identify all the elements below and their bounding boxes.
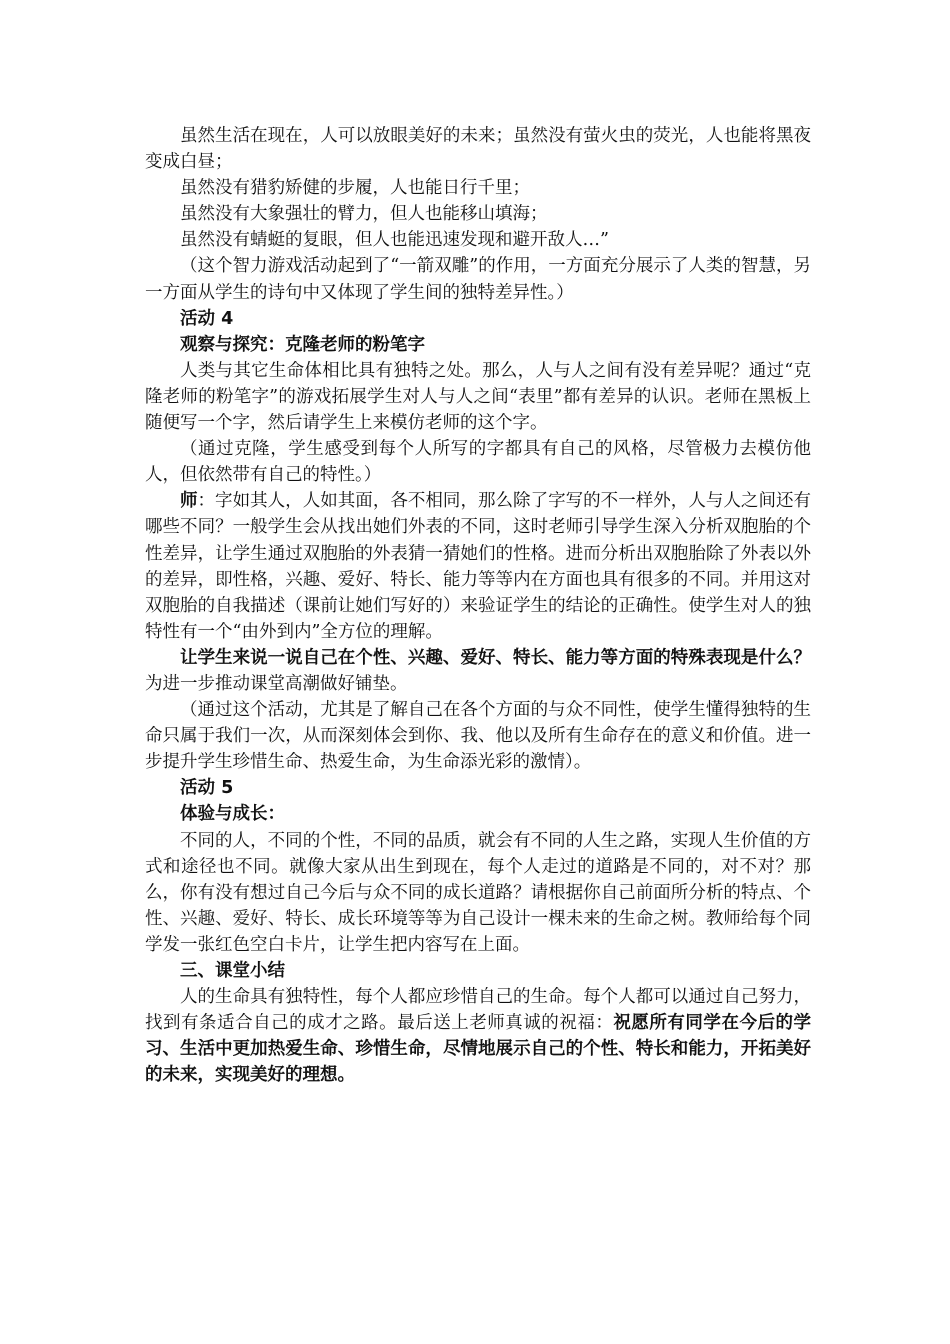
summary-blessing: 祝愿所有同学在今后的学习、生活中更加热爱生命、珍惜生命，尽情地展示自己的个性、特长和能力，开拓美好的未来，实现美好的理想。	[145, 1013, 811, 1086]
poem-line-2: 虽然没有猎豹矫健的步履，人也能日行千里；	[180, 178, 530, 199]
poem-note: （这个智力游戏活动起到了“一箭双雕”的作用，一方面充分展示了人类的智慧，另一方面从学生的诗句中又体现了学生间的独特差异性。）	[145, 256, 811, 303]
poem-line-1: 虽然生活在现在，人可以放眼美好的未来；虽然没有萤火虫的荧光，人也能将黑夜变成白昼；	[145, 126, 811, 173]
activity4-note: （通过克隆，学生感受到每个人所写的字都具有自己的风格，尽管极力去模仿他人，但依然带有自己的特性。）	[145, 439, 811, 486]
activity4-label: 活动 4	[180, 308, 234, 329]
activity5-body: 不同的人，不同的个性，不同的品质，就会有不同的人生之路，实现人生价值的方式和途径也不同。就像大家从出生到现在，每个人走过的道路是不同的，对不对？那么，你有没有想过自己今后与众不同的成长道路？请根据你自己前面所分析的特点、个性、兴趣、爱好、特长、成长环境等等为自己设计一棵未来的生命之树。教师给每个同学发一张红色空白卡片，让学生把内容写在上面。	[145, 830, 811, 955]
summary-heading: 三、课堂小结	[180, 961, 285, 981]
poem-line-4: 虽然没有蜻蜓的复眼，但人也能迅速发现和避开敌人…”	[180, 230, 609, 251]
poem-line-3: 虽然没有大象强壮的臂力，但人也能移山填海；	[180, 204, 548, 225]
teacher-label: 师	[180, 491, 198, 512]
prompt-tail: 为进一步推动课堂高潮做好铺垫。	[145, 673, 408, 694]
document-page	[145, 123, 811, 1088]
activity4-note2: （通过这个活动，尤其是了解自己在各个方面的与众不同性，使学生懂得独特的生命只属于我们一次，从而深刻体会到你、我、他以及所有生命存在的意义和价值。进一步提升学生珍惜生命、热爱生命，为生命添光彩的激情）。	[145, 700, 811, 773]
activity4-title: 观察与探究：克隆老师的粉笔字	[180, 334, 425, 355]
activity5-title: 体验与成长：	[180, 804, 285, 825]
student-prompt: 让学生来说一说自己在个性、兴趣、爱好、特长、能力等方面的特殊表现是什么？	[180, 647, 811, 668]
summary-body: 人的生命具有独特性，每个人都应珍惜自己的生命。每个人都可以通过自己努力，找到有条适合自己的成才之路。最后送上老师真诚的祝福：	[145, 987, 811, 1034]
summary-paragraph	[145, 984, 811, 1088]
activity4-body: 人类与其它生命体相比具有独特之处。那么，人与人之间有没有差异呢？通过“克隆老师的粉笔字”的游戏拓展学生对人与人之间“表里”都有差异的认识。老师在黑板上随便写一个字，然后请学生上来模仿老师的这个字。	[145, 360, 811, 434]
teacher-text: ：字如其人，人如其面，各不相同，那么除了字写的不一样外，人与人之间还有哪些不同？一般学生会从找出她们外表的不同，这时老师引导学生深入分析双胞胎的个性差异，让学生通过双胞胎的外表猜一猜她们的性格。进而分析出双胞胎除了外表以外的差异，即性格，兴趣、爱好、特长、能力等等内在方面也具有很多的不同。并用这对双胞胎的自我描述（课前让她们写好的）来验证学生的结论的正确性。使学生对人的独特性有一个“由外到内”全方位的理解。	[145, 491, 811, 642]
activity5-label: 活动 5	[180, 778, 234, 799]
activity4-prompt-paragraph	[145, 645, 811, 697]
activity4-teacher-paragraph	[145, 488, 811, 645]
